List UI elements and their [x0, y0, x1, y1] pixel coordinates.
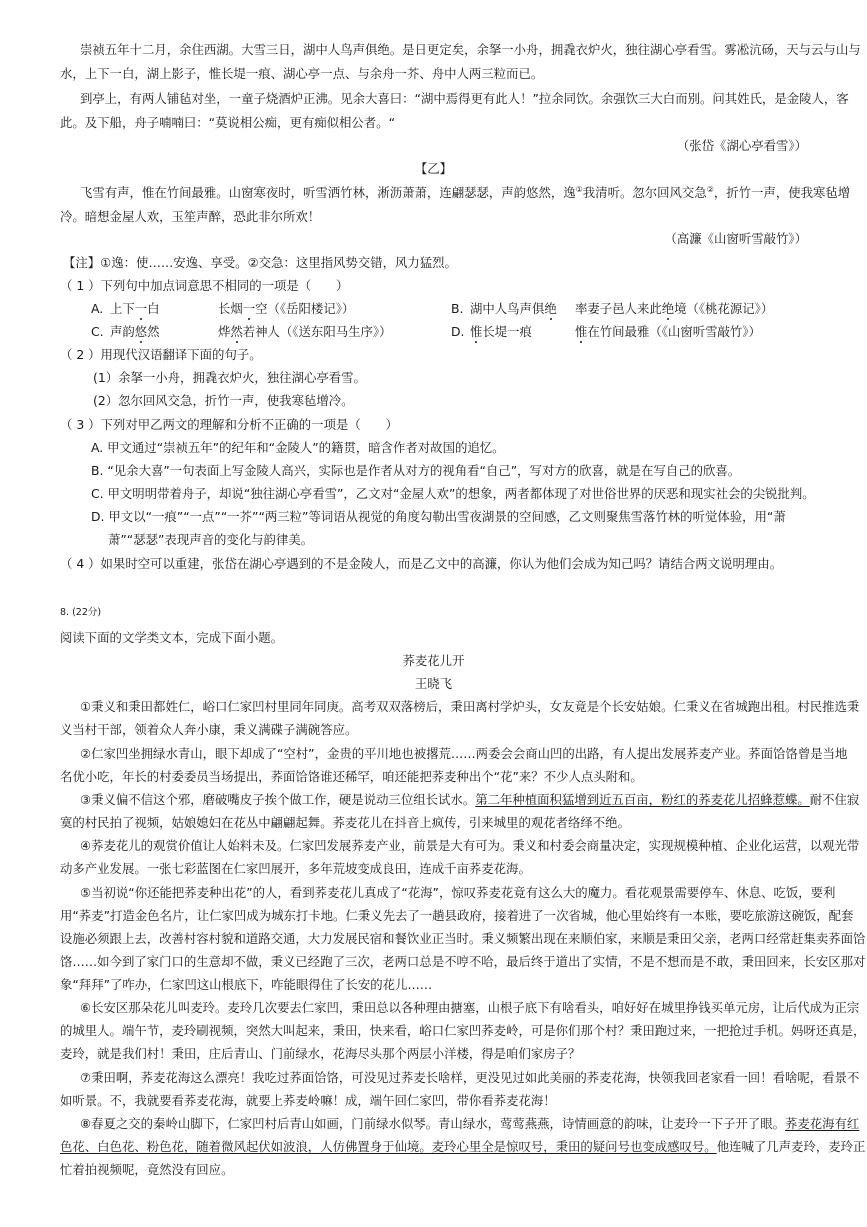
article-p1-line1: ①秉义和秉田都姓仁，峪口仁家凹村里同年同庚。高考双双落榜后，秉田离村学炉头，女友竟是个长安姑娘。仁秉义在省城跑出租。村民推选秉 [80, 699, 860, 714]
article-p6-line3: 麦玲，就是我们村！秉田，庄后青山、门前绿水，花海尽头那个两层小洋楼，得是咱们家房子？ [60, 1046, 581, 1061]
article-p5-line5: 象“拜拜”了咋办，仁家凹这山根底下，咋能眼得住了长安的花儿…… [60, 977, 433, 992]
q1-option-a-left: 上下一白 [110, 301, 160, 316]
notes: 【注】①逸：使……安逸、享受。②交急：这里指风势交错，风力猛烈。 [63, 255, 457, 270]
article-p1-line2: 义当村干部，领着众人奔小康，秉义满碟子满碗答应。 [60, 722, 358, 737]
article-p7-line1: ⑦秉田啊，荞麦花海这么漂亮！我吃过荞面饸饹，可没见过荞麦长啥样，更没见过如此美丽的荞麦花海，快领我回老家看一回！看啥呢，看景不 [80, 1070, 860, 1085]
article-p7-line2: 如听景。不，我就要看荞麦花海，就要上荞麦岭嘛！成，端午回仁家凹，带你看荞麦花海！ [60, 1093, 556, 1108]
article-p6-line1: ⑥长安区那朵花儿叫麦玲。麦玲几次要去仁家凹，秉田总以各种理由搪塞，山根子底下有啥看头，咱好好在城里挣钱买单元房，让后代成为正宗 [80, 1000, 860, 1015]
article-p2-line2: 名优小吃，年长的村委委员当场提出，荞面饸饹谁还稀罕，咱还能把荞麦种出个“花”来？不少人点头附和。 [60, 769, 643, 784]
q8-header: 8. (22分) [60, 607, 102, 618]
jia-p1-line1: 崇祯五年十二月，余住西湖。大雪三日，湖中人鸟声俱绝。是日更定矣，余拏一小舟，拥毳衣炉火，独往湖心亭看雪。雾凇沆砀，天与云与山与 [80, 42, 861, 57]
yi-line1-a: 飞雪有声，惟在竹间最雅。山窗寒夜时，听雪洒竹林，淅沥萧萧，连翩瑟瑟，声韵悠然，逸 [80, 185, 576, 200]
q1-option-a-right: 长烟一空（《岳阳楼记》） [218, 301, 355, 316]
q3-option-d-line1: D. 甲文以“一痕”“一点”“一芥”“两三粒”等词语从视觉的角度勾勒出雪夜湖景的空间感，乙文则聚焦雪落竹林的听觉体验，用“萧 [91, 509, 786, 524]
article-p3-line2: 寞的村民拍了视频，姑娘媳妇在花丛中翩翩起舞。荞麦花儿在抖音上疯传，引来城里的观花者络绎不绝。 [60, 815, 630, 830]
q1-option-a-label: A. [91, 301, 104, 316]
article-p3-line1: ③秉义偏不信这个邪，磨破嘴皮子挨个做工作，硬是说动三位组长试水。第二年种植面积猛增到近五百亩，粉红的荞麦花儿招蜂惹蝶。耐不住寂 [80, 792, 860, 807]
q1-option-c-left: 声韵悠然 [110, 324, 160, 339]
article-p2-line1: ②仁家凹坐拥绿水青山，眼下却成了“空村”，金贵的平川地也被撂荒……两委会会商山凹的出路，有人提出发展荞麦产业。荞面饸饹曾是当地 [80, 746, 848, 761]
yi-line2: 冷。暗想金屋人欢，玉笙声醉，恐此非尔所欢！ [60, 209, 321, 224]
note-ref-2: ② [706, 184, 714, 194]
q8-instruction: 阅读下面的文学类文本，完成下面小题。 [60, 630, 284, 645]
jia-p2-line2: 此。及下船，舟子喃喃曰：“莫说相公痴，更有痴似相公者。“ [60, 115, 395, 130]
q1-option-d-right: 惟在竹间最雅（《山窗听雪敲竹》） [575, 324, 761, 339]
article-p8-line1: ⑧春夏之交的秦岭山脚下，仁家凹村后青山如画，门前绿水似琴。青山绿水，莺莺燕燕，诗情画意的韵味，让麦玲一下子开了眼。荞麦花海有红 [80, 1116, 860, 1131]
yi-heading: 【乙】 [414, 161, 453, 176]
q1-option-b-label: B. [451, 301, 464, 316]
jia-p2-line1: 到亭上，有两人铺毡对坐，一童子烧酒炉正沸。见余大喜曰：“湖中焉得更有此人！”拉余同饮。余强饮三大白而别。问其姓氏，是金陵人，客 [80, 91, 849, 106]
q1-option-d-label: D. [451, 324, 465, 339]
q1-option-b-left: 湖中人鸟声俱绝 [470, 301, 557, 316]
underlined-sentence: 第二年种植面积猛增到近五百亩，粉红的荞麦花儿招蜂惹蝶。 [475, 792, 810, 807]
q4-stem: （ 4 ）如果时空可以重建，张岱在湖心亭遇到的不是金陵人，而是乙文中的高濂，你认为他们会成为知己吗？请结合两文说明理由。 [60, 556, 783, 571]
jia-source: （张岱《湖心亭看雪》） [676, 138, 807, 153]
q3-option-d-line2: 萧”“瑟瑟”表现声音的变化与韵律美。 [108, 532, 314, 547]
q1-option-b-right: 率妻子邑人来此绝境（《桃花源记》） [575, 301, 774, 316]
q1-option-c-right: 烨然若神人（《送东阳马生序》） [218, 324, 392, 339]
article-p5-line4: 饹……如今到了家门口的生意却不做，秉义已经跑了三次，老两口总是不哼不哈，最后终于道出了实情，不是不想而是不敢，秉田回来，长安区那对 [60, 954, 866, 969]
q1-option-d-left: 惟长堤一痕 [470, 324, 532, 339]
article-p8-line2: 色花、白色花、粉色花，随着微风起伏如波浪，人仿佛置身于仙境。麦玲心里全是惊叹号，秉田的疑问号也变成感叹号。他连喊了几声麦玲，麦玲正 [60, 1139, 866, 1154]
jia-p1-line2: 水，上下一白，湖上影子，惟长堤一痕、湖心亭一点、与余舟一芥、舟中人两三粒而已。 [60, 66, 544, 81]
q2-sentence-1: (1）余拏一小舟，拥毳衣炉火，独往湖心亭看雪。 [93, 370, 366, 385]
note-ref-1: ① [575, 184, 583, 194]
q3-stem: （ 3 ）下列对甲乙两文的理解和分析不正确的一项是（ ） [60, 417, 398, 432]
q3-option-a: A. 甲文通过“崇祯五年”的纪年和“金陵人”的籍贯，暗含作者对故国的追忆。 [91, 440, 505, 455]
yi-line1-b: 我清听。忽尔回风交急 [582, 185, 707, 200]
yi-source: （高濂《山窗听雪敲竹》） [664, 231, 807, 246]
q3-option-b: B. “见余大喜”一句表面上写金陵人高兴，实际也是作者从对方的视角看“自己”，写对方的欣喜，就是在写自己的欣喜。 [91, 463, 741, 478]
article-p6-line2: 的城里人。端午节，麦玲刷视频，突然大叫起来，秉田，快来看，峪口仁家凹荞麦岭，可是你们那个村？秉田跑过来，一把抢过手机。妈呀还真是， [60, 1023, 866, 1038]
q2-sentence-2: (2）忽尔回风交急，折竹一声，使我寒毡增冷。 [93, 393, 354, 408]
yi-line1 [80, 185, 850, 201]
q3-option-c: C. 甲文明明带着舟子，却说“独往湖心亭看雪”，乙文对“金屋人欢”的想象，两者都体现了对世俗世界的厌恶和现实社会的尖锐批判。 [91, 486, 815, 501]
article-p5-line2: 用“荞麦”打造金色名片，让仁家凹成为城东打卡地。仁秉义先去了一趟县政府，接着进了一次省城，他心里始终有一本账，要吃旅游这碗饭，配套 [60, 908, 854, 923]
article-p8-line3: 忙着拍视频呢，竟然没有回应。 [60, 1162, 234, 1177]
article-author: 王晓飞 [414, 676, 453, 691]
article-p5-line1: ⑤当初说“你还能把荞麦种出花”的人，看到荞麦花儿真成了“花海”，惊叹荞麦花竟有这么大的魔力。看花观景需要停车、休息、吃饭，要利 [80, 885, 836, 900]
yi-line1-c: ，折竹一声，使我寒毡增 [713, 185, 851, 200]
article-title: 荞麦花儿开 [402, 653, 465, 668]
article-p4-line1: ④荞麦花儿的观赏价值让人始料未及。仁家凹发展荞麦产业，前景是大有可为。秉义和村委会商量决定，实现规模种植、企业化运营，以观光带 [80, 838, 860, 853]
q2-stem: （ 2 ）用现代汉语翻译下面的句子。 [60, 347, 262, 362]
q1-stem: （ 1 ）下列句中加点词意思不相同的一项是（ ） [60, 278, 349, 293]
q1-option-c-label: C. [91, 324, 104, 339]
article-p4-line2: 动多产业发展。一张七彩蓝图在仁家凹展开，多年荒坡变成良田，连成千亩荞麦花海。 [60, 861, 531, 876]
article-p5-line3: 设施必须跟上去，改善村容村貌和道路交通，大力发展民宿和餐饮业正当时。秉义频繁出现在来顺伯家，来顺是秉田父亲，老两口经常赶集卖荞面饸 [60, 931, 866, 946]
